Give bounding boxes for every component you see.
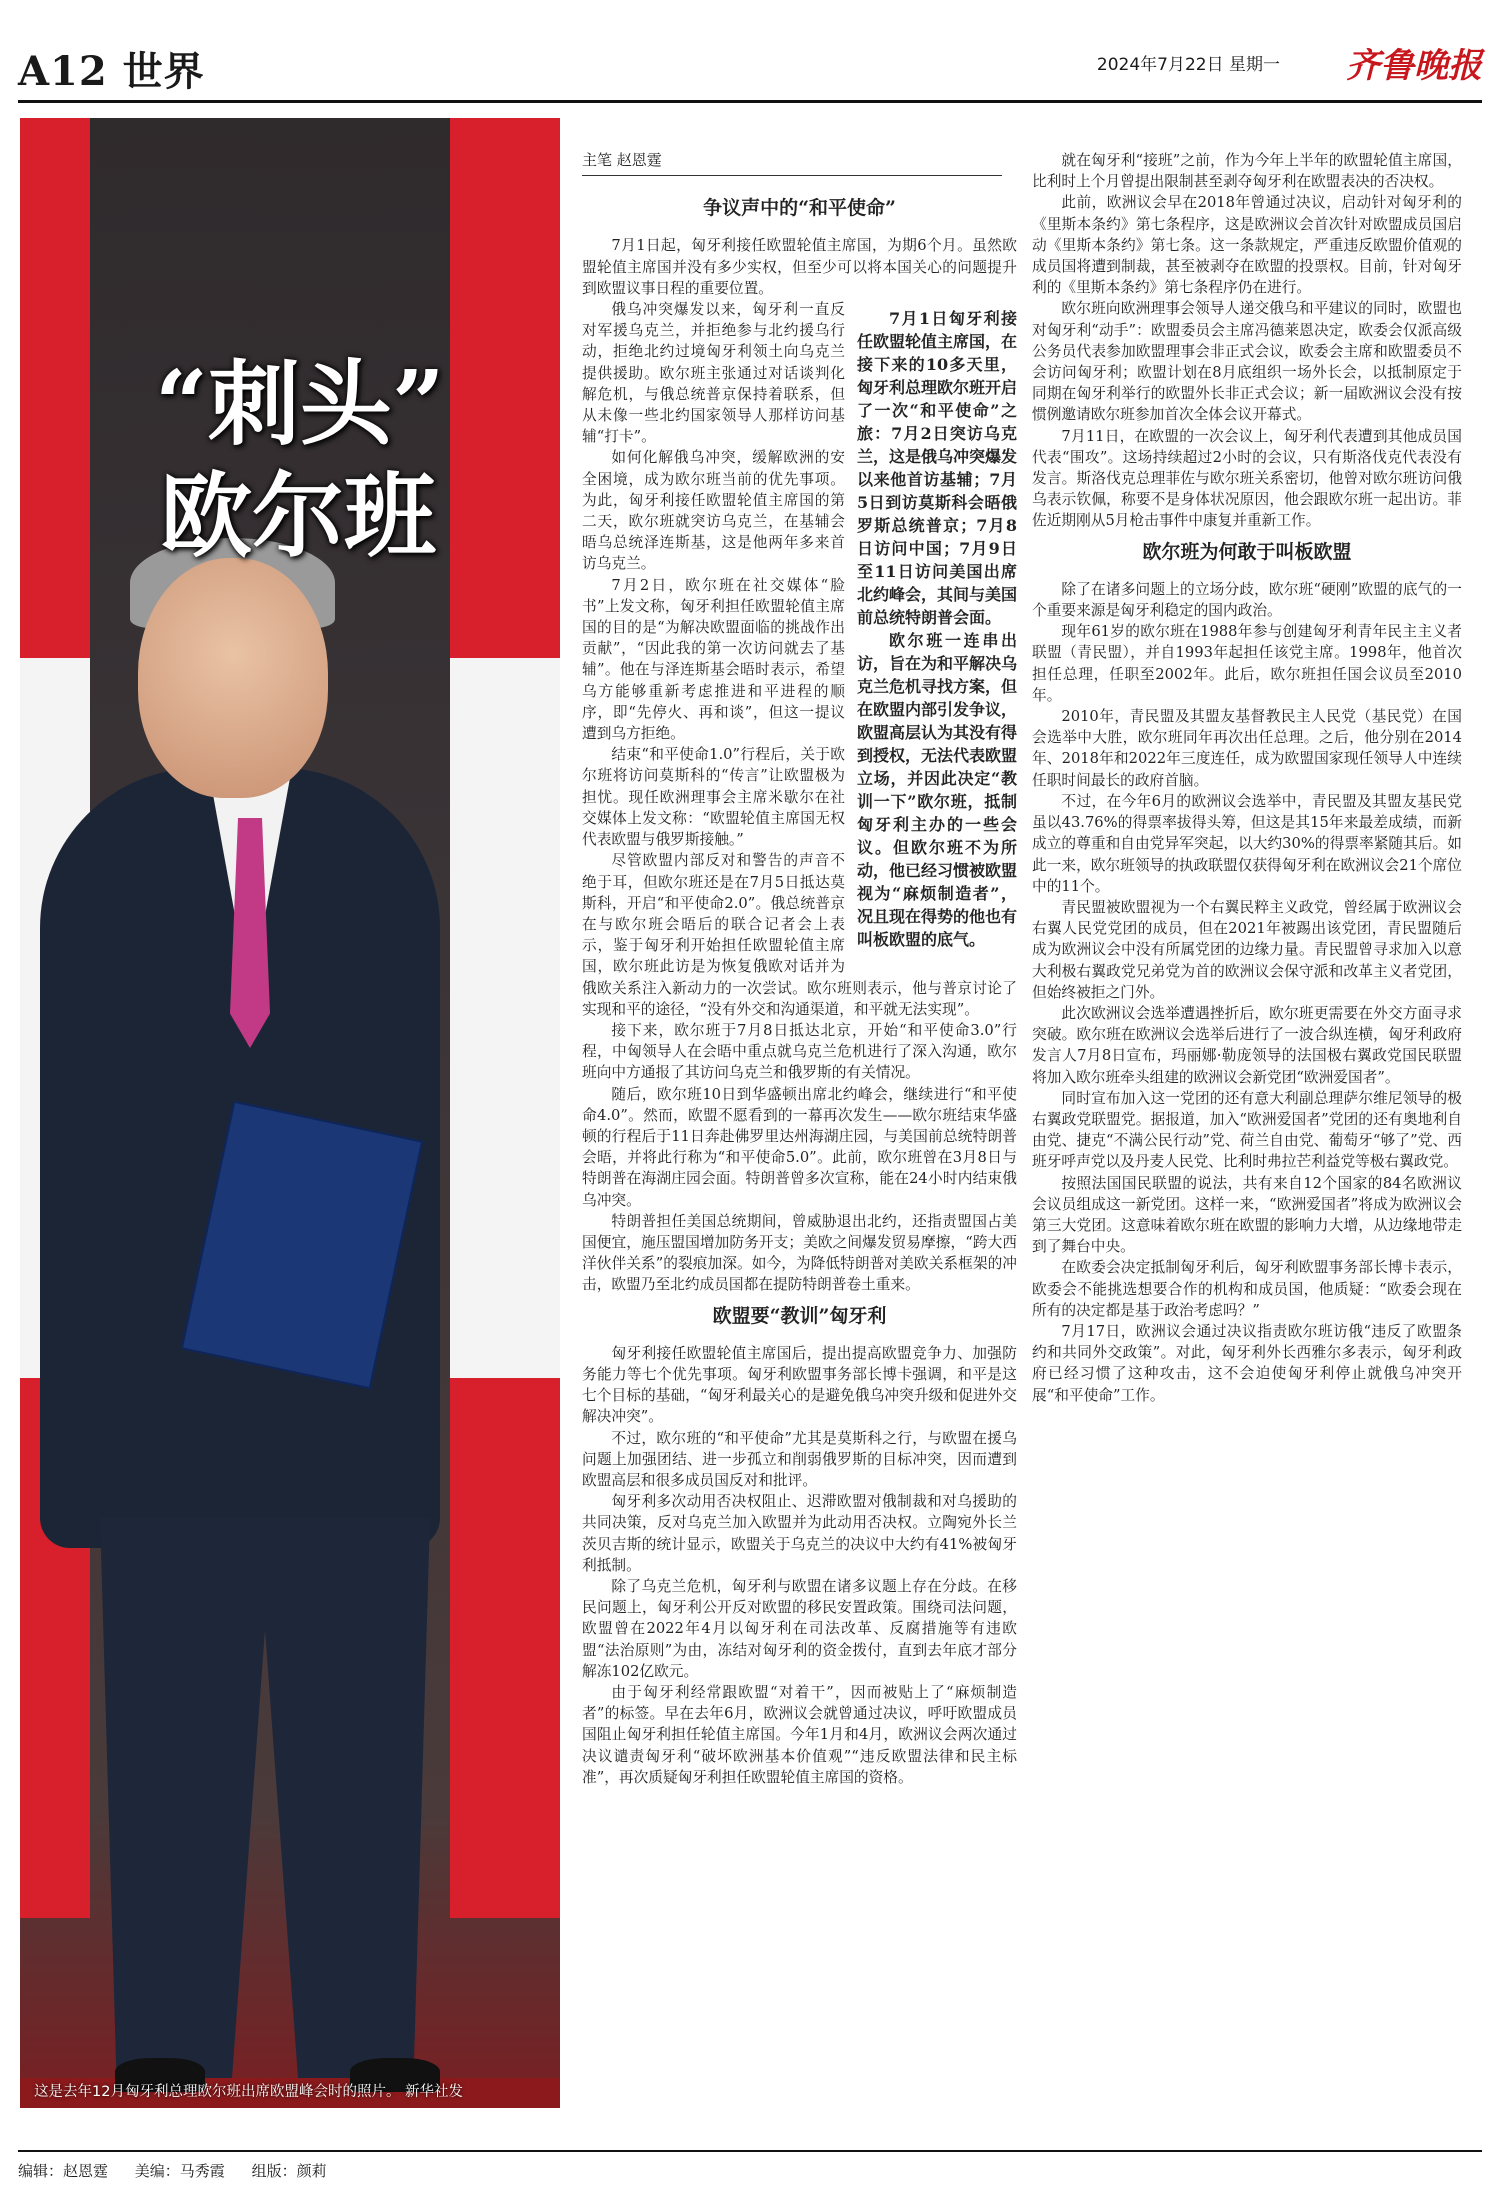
article-column-2 <box>1032 150 1462 1406</box>
paragraph: 7月17日，欧洲议会通过决议指责欧尔班访俄“违反了欧盟条约和共同外交政策”。对此，匈牙利外长西雅尔多表示，匈牙利政府已经习惯了这种攻击，这不会迫使匈牙利停止就俄乌冲突开展“和平使命”工作。 <box>1032 1322 1462 1404</box>
headline-line-2: 欧尔班 <box>160 462 437 570</box>
summary-sidebar <box>857 307 1017 951</box>
paragraph: 就在匈牙利“接班”之前，作为今年上半年的欧盟轮值主席国，比利时上个月曾提出限制甚至剥夺匈牙利在欧盟表决的否决权。 <box>1032 152 1462 191</box>
paragraph: 不过，在今年6月的欧洲议会选举中，青民盟及其盟友基民党虽以43.76%的得票率拔得头筹，但这是其15年来最差成绩，而新成立的尊重和自由党异军突起，以大约30%的得票率紧随其后。如此一来，欧尔班领导的执政联盟仅获得匈牙利在欧洲议会21个席位中的11个。 <box>1032 792 1462 895</box>
headline-line-1: “刺头” <box>155 350 445 458</box>
paragraph: 按照法国国民联盟的说法，共有来自12个国家的84名欧洲议会议员组成这一新党团。这样一来，“欧洲爱国者”将成为欧洲议会第三大党团。这意味着欧尔班在欧盟的影响力大增，从边缘地带走到了舞台中央。 <box>1032 1174 1462 1256</box>
figure-head <box>138 558 328 798</box>
headline <box>155 348 445 572</box>
paragraph: 尽管欧盟内部反对和警告的声音不绝于耳，但欧尔班还是在7月5日抵达莫斯科，开启“和平使命2.0”。俄总统普京在与欧尔班会晤后的联合记者会上表示，鉴于匈牙利开始担任欧盟轮值主席国，欧尔班此访是为恢复俄欧对话并为俄欧关系注入新动力的一次尝试。欧尔班则表示，他与普京讨论了实现和平的途径，“没有外交和沟通渠道，和平就无法实现”。 <box>582 852 1017 1018</box>
page-header <box>0 0 1500 110</box>
paragraph: 接下来，欧尔班于7月8日抵达北京，开始“和平使命3.0”行程，中匈领导人在会晤中重点就乌克兰危机进行了深入沟通，欧尔班向中方通报了其访问乌克兰和俄罗斯的有关情况。 <box>582 1021 1017 1082</box>
paragraph: 除了在诸多问题上的立场分歧，欧尔班“硬刚”欧盟的底气的一个重要来源是匈牙利稳定的国内政治。 <box>1032 580 1462 620</box>
paragraph: 2010年，青民盟及其盟友基督教民主人民党（基民党）在国会选举中大胜，欧尔班同年再次出任总理。之后，他分别在2014年、2018年和2022年三度连任，成为欧盟国家现任领导人中连续任职时间最长的政府首脑。 <box>1032 708 1462 789</box>
paragraph: 7月1日起，匈牙利接任欧盟轮值主席国，为期6个月。虽然欧盟轮值主席国并没有多少实权，但至少可以将本国关心的问题提升到欧盟议事日程的重要位置。 <box>582 237 1017 297</box>
paragraph: 结束“和平使命1.0”行程后，关于欧尔班将访问莫斯科的“传言”让欧盟极为担忧。现任欧洲理事会主席米歇尔在社交媒体上发文称：“欧盟轮值主席国无权代表欧盟与俄罗斯接触。” <box>582 746 845 849</box>
paragraph: 此次欧洲议会选举遭遇挫折后，欧尔班更需要在外交方面寻求突破。欧尔班在欧洲议会选举后进行了一波合纵连横，匈牙利政府发言人7月8日宣布，玛丽娜·勒庞领导的法国极右翼政党国民联盟将加入欧尔班牵头组建的欧洲议会新党团“欧洲爱国者”。 <box>1032 1004 1462 1086</box>
sidebar-paragraph: 7月1日匈牙利接任欧盟轮值主席国，在接下来的10多天里，匈牙利总理欧尔班开启了一次“和平使命”之旅：7月2日突访乌克兰，这是俄乌冲突爆发以来他首访基辅；7月5日到访莫斯科会晤俄罗斯总统普京；7月8日访问中国；7月9日至11日访问美国出席北约峰会，其间与美国前总统特朗普会面。 <box>857 309 1018 628</box>
figure-legs <box>100 1518 430 2078</box>
paragraph: 除了乌克兰危机，匈牙利与欧盟在诸多议题上存在分歧。在移民问题上，匈牙利公开反对欧盟的移民安置政策。围绕司法问题，欧盟曾在2022年4月以匈牙利在司法改革、反腐措施等有违欧盟“法治原则”为由，冻结对匈牙利的资金拨付，直到去年底才部分解冻102亿欧元。 <box>582 1578 1017 1680</box>
sidebar-paragraph: 欧尔班一连串出访，旨在为和平解决乌克兰危机寻找方案，但在欧盟内部引发争议，欧盟高层认为其没有得到授权，无法代表欧盟立场，并因此决定“教训一下”欧尔班，抵制匈牙利主办的一些会议。但欧尔班不为所动，他已经习惯被欧盟视为“麻烦制造者”，况且现在得势的他也有叫板欧盟的底气。 <box>857 631 1018 950</box>
paragraph: 不过，欧尔班的“和平使命”尤其是莫斯科之行，与欧盟在援乌问题上加强团结、进一步孤立和削弱俄罗斯的目标冲突，因而遭到欧盟高层和很多成员国反对和批评。 <box>582 1429 1017 1489</box>
newspaper-logo: 齐鲁晚报 <box>1346 46 1482 86</box>
paragraph: 如何化解俄乌冲突，缓解欧洲的安全困境，成为欧尔班当前的优先事项。为此，匈牙利接任欧盟轮值主席国的第二天，欧尔班就突访乌克兰，在基辅会晤乌总统泽连斯基，这是他两年多来首访乌克兰。 <box>582 449 845 573</box>
paragraph: 7月2日，欧尔班在社交媒体“脸书”上发文称，匈牙利担任欧盟轮值主席国的目的是“为解决欧盟面临的挑战作出贡献”，“因此我的第一次访问就去了基辅”。他在与泽连斯基会晤时表示，希望乌方能够重新考虑推进和平进程的顺序，即“先停火、再和谈”，但这一提议遭到乌方拒绝。 <box>582 576 845 743</box>
paragraph: 现年61岁的欧尔班在1988年参与创建匈牙利青年民主主义者联盟（青民盟），并自1993年起担任该党主席。1998年，他首次担任总理，任职至2002年。此后，欧尔班担任国会议员至2010年。 <box>1032 623 1462 704</box>
paragraph: 同时宣布加入这一党团的还有意大利副总理萨尔维尼领导的极右翼政党联盟党。据报道，加入“欧洲爱国者”党团的还有奥地利自由党、捷克“不满公民行动”党、荷兰自由党、葡萄牙“够了”党、西班牙呼声党以及丹麦人民党、比利时弗拉芒利益党等极右翼政党。 <box>1032 1089 1462 1171</box>
paragraph: 在欧委会决定抵制匈牙利后，匈牙利欧盟事务部长博卡表示，欧委会不能挑选想要合作的机构和成员国，他质疑：“欧委会现在所有的决定都是基于政治考虑吗？” <box>1032 1259 1462 1319</box>
header-rule <box>18 100 1482 103</box>
paragraph: 特朗普担任美国总统期间，曾威胁退出北约，还指责盟国占美国便宜，施压盟国增加防务开支；美欧之间爆发贸易摩擦，“跨大西洋伙伴关系”的裂痕加深。如今，为降低特朗普对美欧关系框架的冲击，欧盟乃至北约成员国都在提防特朗普卷土重来。 <box>582 1212 1017 1294</box>
author-byline: 主笔 赵恩霆 <box>582 150 1002 176</box>
article-body <box>562 150 1480 2110</box>
page-section-label: A12 世界 <box>18 48 205 95</box>
editor-credit: 编辑：赵恩霆 <box>18 2162 109 2180</box>
designer-credit: 美编：马秀霞 <box>134 2162 225 2180</box>
layout-credit: 组版：颜莉 <box>251 2162 327 2180</box>
paragraph: 欧尔班向欧洲理事会领导人递交俄乌和平建议的同时，欧盟也对匈牙利“动手”：欧盟委员会主席冯德莱恩决定，欧委会仅派高级公务员代表参加欧盟理事会非正式会议，欧委会主席和欧盟委员不会访问匈牙利；欧盟计划在8月底组织一场外长会，以抵制原定于同期在匈牙利举行的欧盟外长非正式会议；新一届欧洲议会没有按惯例邀请欧尔班参加首次全体会议开幕式。 <box>1032 300 1462 424</box>
paragraph: 匈牙利多次动用否决权阻止、迟滞欧盟对俄制裁和对乌援助的共同决策，反对乌克兰加入欧盟并为此动用否决权。立陶宛外长兰茨贝吉斯的统计显示，欧盟关于乌克兰的决议中大约有41%被匈牙利抵制。 <box>582 1493 1017 1574</box>
paragraph: 匈牙利接任欧盟轮值主席国后，提出提高欧盟竞争力、加强防务能力等七个优先事项。匈牙利欧盟事务部长博卡强调，和平是这七个目标的基础，“匈牙利最关心的是避免俄乌冲突升级和促进外交解决冲突”。 <box>582 1344 1017 1426</box>
section-title-1: 争议声中的“和平使命” <box>703 197 896 220</box>
paragraph: 俄乌冲突爆发以来，匈牙利一直反对军援乌克兰，并拒绝参与北约援乌行动，拒绝北约过境匈牙利领土向乌克兰提供援助。欧尔班主张通过对话谈判化解危机，与俄总统普京保持着联系，但从未像一些北约国家领导人那样访问基辅“打卡”。 <box>582 301 845 446</box>
section-title-3: 欧尔班为何敢于叫板欧盟 <box>1142 540 1352 563</box>
paragraph: 此前，欧洲议会早在2018年曾通过决议，启动针对匈牙利的《里斯本条约》第七条程序，这是欧洲议会首次针对欧盟成员国启动《里斯本条约》第七条。这一条款规定，严重违反欧盟价值观的成员国将遭到制裁，甚至被剥夺在欧盟的投票权。目前，针对匈牙利的《里斯本条约》第七条程序仍在进行。 <box>1032 194 1462 297</box>
paragraph: 7月11日，在欧盟的一次会议上，匈牙利代表遭到其他成员国代表“围攻”。这场持续超过2小时的会议，只有斯洛伐克代表没有发言。斯洛伐克总理菲佐与欧尔班关系密切，他曾对欧尔班访问俄乌表示钦佩，称要不是身体状况原因，他会跟欧尔班一起出访。菲佐近期刚从5月枪击事件中康复并重新工作。 <box>1032 427 1462 530</box>
austrian-flag-right <box>450 118 560 1918</box>
article-column-1 <box>582 150 1017 1788</box>
page-footer <box>18 2150 1482 2181</box>
lead-photo <box>20 118 560 2108</box>
paragraph: 随后，欧尔班10日到华盛顿出席北约峰会，继续进行“和平使命4.0”。然而，欧盟不愿看到的一幕再次发生——欧尔班结束华盛顿的行程后于11日奔赴佛罗里达州海湖庄园，与美国前总统特朗普会晤，并将此行称为“和平使命5.0”。此前，欧尔班曾在3月8日与特朗普在海湖庄园会面。特朗普曾多次宣称，能在24小时内结束俄乌冲突。 <box>582 1085 1017 1209</box>
paragraph: 青民盟被欧盟视为一个右翼民粹主义政党，曾经属于欧洲议会右翼人民党党团的成员，但在2021年被踢出该党团，青民盟随后成为欧洲议会中没有所属党团的边缘力量。青民盟曾寻求加入以意大利极右翼政党兄弟党为首的欧洲议会保守派和改革主义者党团，但始终被拒之门外。 <box>1032 898 1462 1001</box>
issue-date: 2024年7月22日 星期一 <box>1096 55 1280 75</box>
section-title-2: 欧盟要“教训”匈牙利 <box>712 1304 887 1327</box>
photo-caption: 这是去年12月匈牙利总理欧尔班出席欧盟峰会时的照片。 新华社发 <box>34 2084 464 2100</box>
paragraph: 由于匈牙利经常跟欧盟“对着干”，因而被贴上了“麻烦制造者”的标签。早在去年6月，欧洲议会就曾通过决议，呼吁欧盟成员国阻止匈牙利担任轮值主席国。今年1月和4月，欧洲议会两次通过决议谴责匈牙利“破坏欧洲基本价值观”“违反欧盟法律和民主标准”，再次质疑匈牙利担任欧盟轮值主席国的资格。 <box>582 1684 1017 1786</box>
